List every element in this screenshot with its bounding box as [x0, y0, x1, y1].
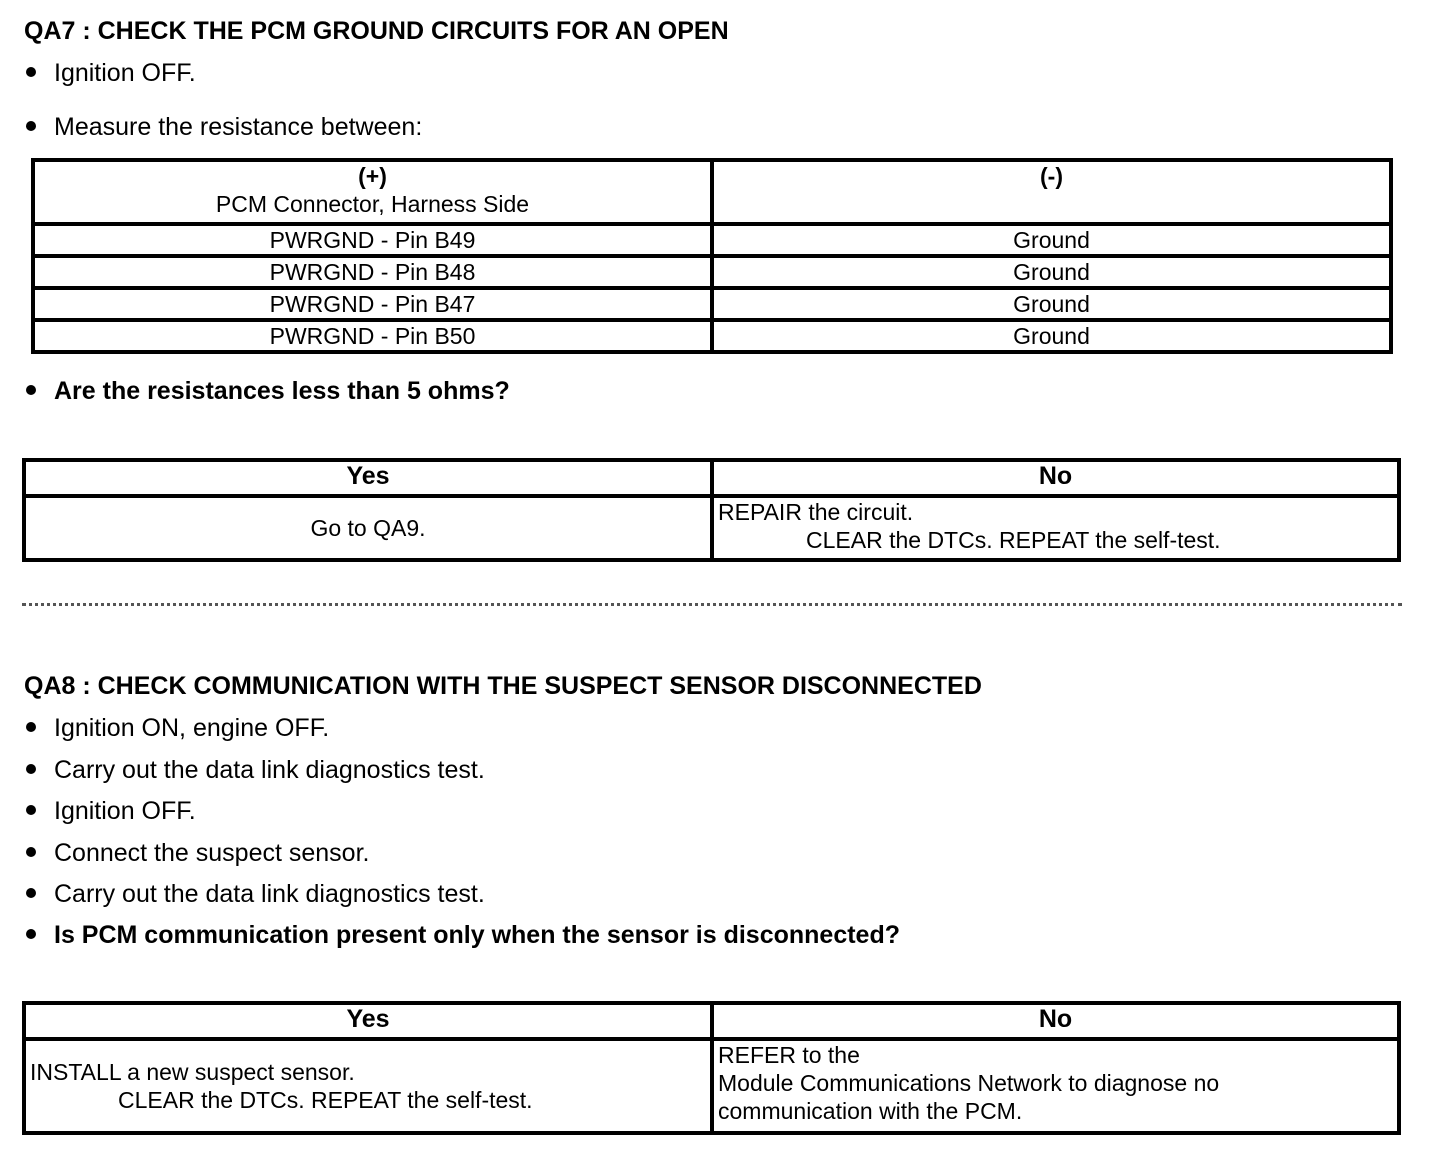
- no-action-cell: [712, 496, 1399, 560]
- qa7-question: [26, 376, 510, 406]
- qa8-step-text: Connect the suspect sensor.: [54, 839, 370, 867]
- qa7-heading: QA7 : CHECK THE PCM GROUND CIRCUITS FOR AN OPEN: [24, 17, 729, 45]
- table-header-row: [33, 160, 1391, 224]
- bullet-icon: [26, 764, 36, 774]
- qa8-step: [26, 796, 196, 826]
- qa8-step: [26, 838, 369, 868]
- neg-cell: Ground: [712, 256, 1391, 288]
- table-header-row: [24, 1003, 1399, 1039]
- pos-cell: PWRGND - Pin B50: [33, 320, 712, 352]
- qa8-heading: QA8 : CHECK COMMUNICATION WITH THE SUSPECT SENSOR DISCONNECTED: [24, 672, 982, 700]
- no-column-header: No: [712, 460, 1399, 496]
- qa8-step: [26, 755, 485, 785]
- qa7-step: [26, 58, 196, 88]
- bullet-icon: [26, 385, 36, 395]
- qa7-measure-table: [31, 158, 1393, 354]
- table-row: [24, 1039, 1399, 1133]
- bullet-icon: [26, 929, 36, 939]
- pos-cell: PWRGND - Pin B49: [33, 224, 712, 256]
- qa8-step-text: Ignition ON, engine OFF.: [54, 714, 330, 742]
- qa8-step-text: Carry out the data link diagnostics test.: [54, 880, 485, 908]
- table-row: [33, 288, 1391, 320]
- section-divider: [22, 603, 1402, 606]
- qa7-step-text: Measure the resistance between:: [54, 113, 423, 141]
- bullet-icon: [26, 847, 36, 857]
- table-row: [33, 224, 1391, 256]
- no-action-line: Module Communications Network to diagnose no: [718, 1070, 1220, 1096]
- qa7-question-text: Are the resistances less than 5 ohms?: [54, 377, 510, 405]
- qa7-step: [26, 112, 422, 142]
- yes-action-text: Go to QA9.: [310, 515, 426, 541]
- qa8-question-text: Is PCM communication present only when the sensor is disconnected?: [54, 921, 900, 949]
- no-action-line: REPAIR the circuit.: [718, 499, 914, 525]
- no-action-line: REFER to the: [718, 1042, 860, 1068]
- bullet-icon: [26, 121, 36, 131]
- bullet-icon: [26, 805, 36, 815]
- pos-cell: PWRGND - Pin B48: [33, 256, 712, 288]
- table-header-row: [24, 460, 1399, 496]
- yes-action-line: CLEAR the DTCs. REPEAT the self-test.: [118, 1087, 533, 1113]
- yes-column-header: Yes: [24, 460, 712, 496]
- qa7-decision-table: [22, 458, 1401, 562]
- qa8-step: [26, 713, 329, 743]
- pos-cell: PWRGND - Pin B47: [33, 288, 712, 320]
- qa7-step-text: Ignition OFF.: [54, 59, 196, 87]
- bullet-icon: [26, 67, 36, 77]
- no-column-header: No: [712, 1003, 1399, 1039]
- no-action-cell: [712, 1039, 1399, 1133]
- yes-action-line: INSTALL a new suspect sensor.: [30, 1059, 355, 1085]
- no-action-line: CLEAR the DTCs. REPEAT the self-test.: [806, 527, 1221, 553]
- neg-cell: Ground: [712, 320, 1391, 352]
- pos-column-header: [33, 160, 712, 224]
- bullet-icon: [26, 722, 36, 732]
- table-row: [33, 320, 1391, 352]
- qa8-step-text: Ignition OFF.: [54, 797, 196, 825]
- qa8-step-text: Carry out the data link diagnostics test.: [54, 756, 485, 784]
- pos-header-sign: (+): [358, 163, 387, 189]
- table-row: [33, 256, 1391, 288]
- neg-header-sign: (-): [1040, 163, 1063, 189]
- table-row: [24, 496, 1399, 560]
- no-action-line: communication with the PCM.: [718, 1098, 1023, 1124]
- neg-cell: Ground: [712, 288, 1391, 320]
- neg-column-header: [712, 160, 1391, 224]
- neg-cell: Ground: [712, 224, 1391, 256]
- qa8-step: [26, 879, 485, 909]
- qa8-question: [26, 920, 900, 950]
- yes-column-header: Yes: [24, 1003, 712, 1039]
- yes-action-cell: [24, 1039, 712, 1133]
- yes-action-cell: [24, 496, 712, 560]
- qa8-decision-table: [22, 1001, 1401, 1135]
- pos-header-label: PCM Connector, Harness Side: [215, 191, 530, 217]
- bullet-icon: [26, 888, 36, 898]
